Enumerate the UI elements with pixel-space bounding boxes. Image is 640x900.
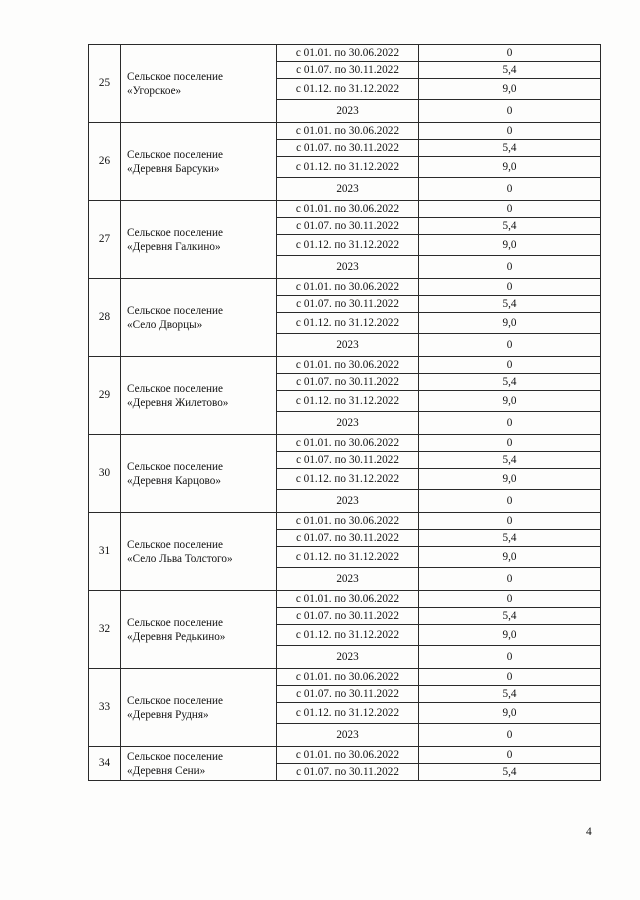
rate-value-cell: 5,4	[419, 374, 601, 391]
rate-value-cell: 5,4	[419, 530, 601, 547]
rate-value-cell: 5,4	[419, 62, 601, 79]
table-row	[89, 747, 601, 764]
period-cell: 2023	[277, 490, 419, 513]
period-cell: 2023	[277, 412, 419, 435]
rate-value-cell: 9,0	[419, 313, 601, 334]
rate-value-cell: 0	[419, 201, 601, 218]
rate-value-cell: 0	[419, 513, 601, 530]
settlement-type: Сельское поселение	[127, 460, 223, 473]
period-cell: 2023	[277, 646, 419, 669]
row-number: 25	[89, 45, 121, 123]
settlement-title: «Угорское»	[127, 84, 182, 97]
tariff-table	[88, 44, 601, 781]
table-row	[89, 201, 601, 218]
period-cell: с 01.07. по 30.11.2022	[277, 530, 419, 547]
table-row	[89, 513, 601, 530]
row-number: 34	[89, 747, 121, 781]
period-cell: с 01.07. по 30.11.2022	[277, 374, 419, 391]
tariff-table-body	[89, 45, 601, 781]
table-row	[89, 279, 601, 296]
row-number: 26	[89, 123, 121, 201]
settlement-name	[121, 201, 277, 279]
settlement-name	[121, 279, 277, 357]
rate-value-cell: 0	[419, 279, 601, 296]
period-cell: с 01.07. по 30.11.2022	[277, 686, 419, 703]
settlement-name	[121, 513, 277, 591]
settlement-name	[121, 747, 277, 781]
period-cell: с 01.01. по 30.06.2022	[277, 669, 419, 686]
settlement-name	[121, 435, 277, 513]
rate-value-cell: 5,4	[419, 296, 601, 313]
table-row	[89, 669, 601, 686]
row-number: 31	[89, 513, 121, 591]
table-row	[89, 435, 601, 452]
rate-value-cell: 0	[419, 123, 601, 140]
period-cell: с 01.12. по 31.12.2022	[277, 469, 419, 490]
rate-value-cell: 0	[419, 669, 601, 686]
rate-value-cell: 9,0	[419, 79, 601, 100]
settlement-title: «Деревня Рудня»	[127, 708, 209, 721]
period-cell: с 01.01. по 30.06.2022	[277, 279, 419, 296]
period-cell: с 01.07. по 30.11.2022	[277, 764, 419, 781]
rate-value-cell: 5,4	[419, 764, 601, 781]
period-cell: 2023	[277, 256, 419, 279]
period-cell: 2023	[277, 568, 419, 591]
period-cell: с 01.12. по 31.12.2022	[277, 391, 419, 412]
rate-value-cell: 9,0	[419, 469, 601, 490]
rate-value-cell: 5,4	[419, 608, 601, 625]
settlement-type: Сельское поселение	[127, 616, 223, 629]
period-cell: 2023	[277, 724, 419, 747]
period-cell: с 01.12. по 31.12.2022	[277, 157, 419, 178]
table-row	[89, 357, 601, 374]
rate-value-cell: 0	[419, 334, 601, 357]
rate-value-cell: 5,4	[419, 452, 601, 469]
period-cell: с 01.01. по 30.06.2022	[277, 45, 419, 62]
settlement-type: Сельское поселение	[127, 750, 223, 763]
settlement-type: Сельское поселение	[127, 538, 223, 551]
rate-value-cell: 0	[419, 412, 601, 435]
settlement-type: Сельское поселение	[127, 694, 223, 707]
settlement-title: «Деревня Карцово»	[127, 474, 221, 487]
rate-value-cell: 5,4	[419, 686, 601, 703]
period-cell: с 01.12. по 31.12.2022	[277, 313, 419, 334]
period-cell: с 01.12. по 31.12.2022	[277, 625, 419, 646]
rate-value-cell: 0	[419, 724, 601, 747]
settlement-type: Сельское поселение	[127, 304, 223, 317]
period-cell: с 01.12. по 31.12.2022	[277, 79, 419, 100]
rate-value-cell: 9,0	[419, 157, 601, 178]
settlement-type: Сельское поселение	[127, 70, 223, 83]
row-number: 30	[89, 435, 121, 513]
table-row	[89, 45, 601, 62]
rate-value-cell: 0	[419, 591, 601, 608]
settlement-title: «Село Льва Толстого»	[127, 552, 233, 565]
rate-value-cell: 9,0	[419, 391, 601, 412]
row-number: 29	[89, 357, 121, 435]
settlement-name	[121, 45, 277, 123]
settlement-title: «Деревня Сени»	[127, 764, 206, 777]
row-number: 32	[89, 591, 121, 669]
settlement-type: Сельское поселение	[127, 148, 223, 161]
rate-value-cell: 9,0	[419, 547, 601, 568]
period-cell: с 01.01. по 30.06.2022	[277, 357, 419, 374]
rate-value-cell: 0	[419, 45, 601, 62]
period-cell: с 01.07. по 30.11.2022	[277, 452, 419, 469]
table-row	[89, 123, 601, 140]
rate-value-cell: 0	[419, 178, 601, 201]
rate-value-cell: 0	[419, 435, 601, 452]
period-cell: с 01.12. по 31.12.2022	[277, 235, 419, 256]
table-row	[89, 591, 601, 608]
rate-value-cell: 0	[419, 646, 601, 669]
rate-value-cell: 9,0	[419, 625, 601, 646]
period-cell: 2023	[277, 334, 419, 357]
rate-value-cell: 0	[419, 256, 601, 279]
rate-value-cell: 5,4	[419, 140, 601, 157]
row-number: 28	[89, 279, 121, 357]
settlement-title: «Деревня Жилетово»	[127, 396, 229, 409]
period-cell: с 01.01. по 30.06.2022	[277, 747, 419, 764]
settlement-type: Сельское поселение	[127, 226, 223, 239]
period-cell: с 01.07. по 30.11.2022	[277, 608, 419, 625]
settlement-title: «Деревня Барсуки»	[127, 162, 220, 175]
period-cell: с 01.01. по 30.06.2022	[277, 435, 419, 452]
settlement-title: «Село Дворцы»	[127, 318, 203, 331]
rate-value-cell: 9,0	[419, 703, 601, 724]
rate-value-cell: 0	[419, 357, 601, 374]
settlement-type: Сельское поселение	[127, 382, 223, 395]
period-cell: с 01.07. по 30.11.2022	[277, 140, 419, 157]
period-cell: с 01.01. по 30.06.2022	[277, 123, 419, 140]
settlement-title: «Деревня Галкино»	[127, 240, 221, 253]
settlement-name	[121, 123, 277, 201]
settlement-title: «Деревня Редькино»	[127, 630, 226, 643]
period-cell: с 01.01. по 30.06.2022	[277, 201, 419, 218]
settlement-name	[121, 669, 277, 747]
period-cell: с 01.01. по 30.06.2022	[277, 591, 419, 608]
row-number: 33	[89, 669, 121, 747]
rate-value-cell: 5,4	[419, 218, 601, 235]
period-cell: 2023	[277, 178, 419, 201]
settlement-name	[121, 591, 277, 669]
period-cell: с 01.01. по 30.06.2022	[277, 513, 419, 530]
period-cell: с 01.07. по 30.11.2022	[277, 62, 419, 79]
settlement-name	[121, 357, 277, 435]
rate-value-cell: 0	[419, 747, 601, 764]
rate-value-cell: 0	[419, 100, 601, 123]
page-number: 4	[586, 826, 592, 838]
period-cell: 2023	[277, 100, 419, 123]
period-cell: с 01.07. по 30.11.2022	[277, 218, 419, 235]
rate-value-cell: 0	[419, 568, 601, 591]
period-cell: с 01.12. по 31.12.2022	[277, 703, 419, 724]
row-number: 27	[89, 201, 121, 279]
rate-value-cell: 9,0	[419, 235, 601, 256]
rate-value-cell: 0	[419, 490, 601, 513]
period-cell: с 01.07. по 30.11.2022	[277, 296, 419, 313]
period-cell: с 01.12. по 31.12.2022	[277, 547, 419, 568]
